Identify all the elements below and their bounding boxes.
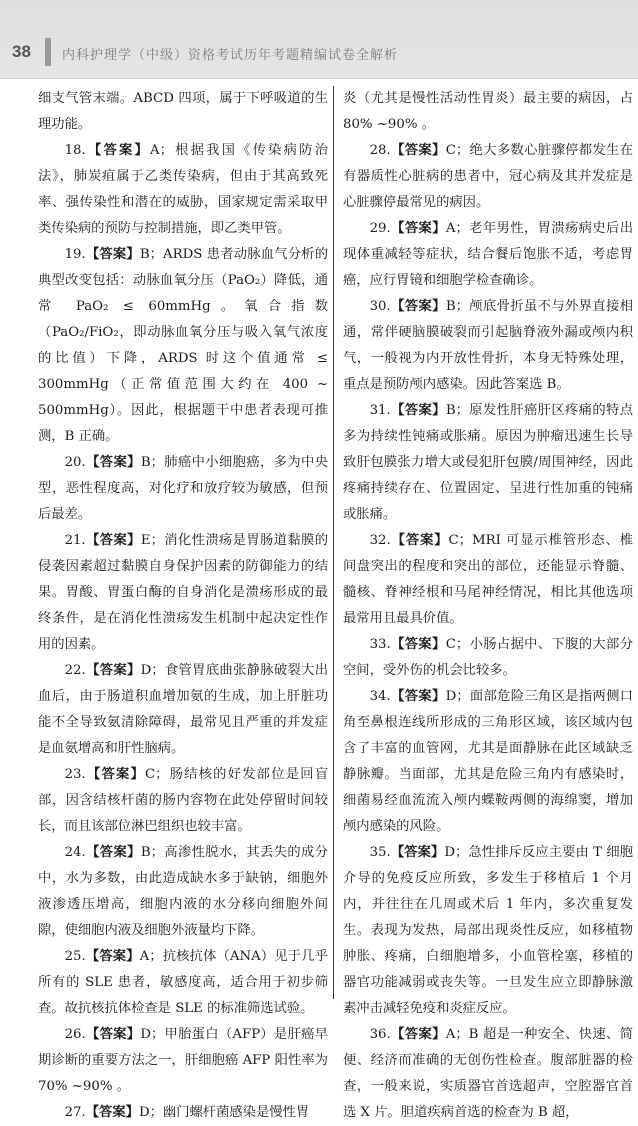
answer-paragraph [38,944,328,1022]
answer-text: A；抗核抗体（ANA）见于几乎所有的 SLE 患者，敏感度高，适合用于初步筛查。故抗核抗体检查是 SLE 的标准筛选试验。 [38,949,328,1016]
question-number: 19. [64,247,86,262]
answer-text: A；老年男性，胃溃疡病史后出现体重减轻等症状，结合餐后饱胀不适，考虑胃癌，应行胃镜和细胞学检查确诊。 [343,221,634,288]
answer-label: 【答案】 [390,637,446,652]
answer-paragraph [343,632,633,684]
answer-text: C；绝大多数心脏骤停都发生在有器质性心脏病的患者中，冠心病及其并发症是心脏骤停最常见的病因。 [343,143,633,210]
answer-paragraph [38,450,328,528]
question-number: 20. [64,455,86,470]
answer-text: A；根据我国《传染病防治法》，肺炭疽属于乙类传染病，但由于其高致死率、强传染性和潜在的威胁，国家规定需采取甲类传染病的预防与控制措施，即乙类甲管。 [38,143,328,236]
answer-label: 【答案】 [390,221,446,236]
question-number: 27. [64,1105,86,1120]
answer-text: D；面部危险三角区是指两侧口角至鼻根连线所形成的三角形区域，该区域内包含了丰富的血管网，尤其是面静脉在此区域缺乏静脉瓣。当面部，尤其是危险三角内有感染时，细菌易经血流流入颅内蝶鞍两侧的海绵窦，增加颅内感染的风险。 [343,689,634,834]
answer-label: 【答案】 [390,299,446,314]
answer-text: B；颅底骨折虽不与外界直接相通，常伴硬脑膜破裂而引起脑脊液外漏或颅内积气，一般视为内开放性骨折，本身无特殊处理，重点是预防颅内感染。因此答案选 B。 [343,299,633,392]
answer-paragraph [343,528,633,632]
question-number: 32. [369,533,391,548]
answer-paragraph [38,138,328,242]
answer-text: 炎（尤其是慢性活动性胃炎）最主要的病因，占 80% ~90% 。 [343,91,633,132]
answer-paragraph [343,1022,633,1126]
answer-label: 【答案】 [85,455,141,470]
answer-paragraph [38,528,328,658]
question-number: 30. [369,299,391,314]
answer-text: D；食管胃底曲张静脉破裂大出血后，由于肠道积血增加氨的生成，加上肝脏功能不全导致氨清除障碍，最常见且严重的并发症是血氨增高和肝性脑病。 [38,663,329,756]
book-title: 内科护理学（中级）资格考试历年考题精编试卷全解析 [62,48,399,63]
question-number: 22. [64,663,86,678]
question-number: 24. [64,845,86,860]
continued-text [343,86,633,138]
answer-text: B；原发性肝癌肝区疼痛的特点多为持续性钝痛或胀痛。原因为肿瘤迅速生长导致肝包膜张力增大或侵犯肝包膜/周围神经，因此疼痛持续存在、位置固定、呈进行性加重的钝痛或胀痛。 [343,403,633,522]
answer-label: 【答案】 [85,845,141,860]
question-number: 28. [369,143,391,158]
answer-label: 【答案】 [85,663,141,678]
left-column [38,86,328,1126]
column-divider [333,86,334,999]
question-number: 21. [64,533,86,548]
answer-text: D；幽门螺杆菌感染是慢性胃 [138,1105,310,1120]
answer-paragraph [343,840,633,1022]
answer-paragraph [38,762,328,840]
question-number: 34. [369,689,391,704]
answer-paragraph [38,1022,328,1100]
answer-label: 【答案】 [85,1105,139,1120]
answer-label: 【答案】 [390,403,446,418]
answer-text: A；B 超是一种安全、快速、简便、经济而准确的无创伤性检查。腹部脏器的检查，一般来说，实质器官首选超声，空腔器官首选 X 片。胆道疾病首选的检查为 B 超， [343,1027,633,1120]
answer-paragraph [343,684,633,840]
answer-text: C；肠结核的好发部位是回盲部，因含结核杆菌的肠内容物在此处停留时间较长，而且该部位淋巴组织也较丰富。 [38,767,328,834]
question-number: 25. [64,949,86,964]
answer-label: 【答案】 [85,1027,141,1042]
question-number: 18. [64,143,86,158]
continued-text [38,86,328,138]
header-divider-bar [45,38,51,66]
right-column [343,86,633,1126]
answer-paragraph [343,138,633,216]
answer-text: 细支气管末端。ABCD 四项，属于下呼吸道的生理功能。 [38,91,328,132]
answer-text: C；小肠占据中、下腹的大部分空间，受外伤的机会比较多。 [343,637,633,678]
answer-label: 【答案】 [390,1027,446,1042]
answer-text: B；ARDS 患者动脉血气分析的典型改变包括：动脉血氧分压（PaO₂）降低，通常 PaO₂ ≤ 60mmHg。氧合指数（PaO₂/FiO₂，即动脉血氧分压与吸入氧气浓度的比值）下降，ARDS 时这个值通常 ≤ 300mmHg（正常值范围大约在 400 ~ 500mmHg）。因此，根据题干中患者表现可推测，B 正确。 [38,247,328,444]
question-number: 31. [369,403,391,418]
answer-paragraph [38,1100,328,1126]
answer-label: 【答案】 [390,689,446,704]
answer-text: C；MRI 可显示椎管形态、椎间盘突出的程度和突出的部位，还能显示脊髓、髓核、脊神经根和马尾神经情况，相比其他选项最常用且最具价值。 [343,533,634,626]
answer-text: B；高渗性脱水，其丢失的成分中，水为多数，由此造成缺水多于缺钠，细胞外液渗透压增高，细胞内液的水分移向细胞外间隙，使细胞内液及细胞外液量均下降。 [38,845,328,938]
answer-text: B；肺癌中小细胞癌，多为中央型，恶性程度高，对化疗和放疗较为敏感，但预后最差。 [38,455,328,522]
question-number: 33. [369,637,391,652]
answer-text: E；消化性溃疡是胃肠道黏膜的侵袭因素超过黏膜自身保护因素的防御能力的结果。胃酸、胃蛋白酶的自身消化是溃疡形成的最终条件，是在消化性溃疡发生机制中起决定性作用的因素。 [38,533,329,652]
answer-text: D；甲胎蛋白（AFP）是肝癌早期诊断的重要方法之一，肝细胞癌 AFP 阳性率为 70% ~90% 。 [38,1027,329,1094]
answer-paragraph [343,294,633,398]
answer-label: 【答案】 [85,533,141,548]
answer-text: D；急性排斥反应主要由 T 细胞介导的免疫反应所致，多发生于移植后 1 个月内，并往往在几周或术后 1 年内，多次重复发生。表现为发热，局部出现炎性反应，如移植物肿胀、疼痛，白细胞增多，小血管栓塞，移植的器官功能减弱或丧失等。一旦发生应立即静脉激素冲击减轻免疫和炎症反应。 [343,845,633,1016]
answer-label: 【答案】 [390,143,446,158]
answer-label: 【答案】 [85,949,140,964]
answer-paragraph [38,840,328,944]
answer-paragraph [343,216,633,294]
question-number: 36. [369,1027,391,1042]
question-number: 26. [64,1027,86,1042]
answer-paragraph [38,658,328,762]
answer-paragraph [38,242,328,450]
answer-label: 【答案】 [85,143,150,158]
question-number: 23. [64,767,86,782]
page-number: 38 [12,42,31,61]
answer-paragraph [343,398,633,528]
answer-label: 【答案】 [85,247,140,262]
answer-label: 【答案】 [390,845,445,860]
answer-label: 【答案】 [390,533,449,548]
page-header [0,0,638,79]
question-number: 29. [369,221,391,236]
answer-label: 【答案】 [85,767,145,782]
question-number: 35. [369,845,391,860]
